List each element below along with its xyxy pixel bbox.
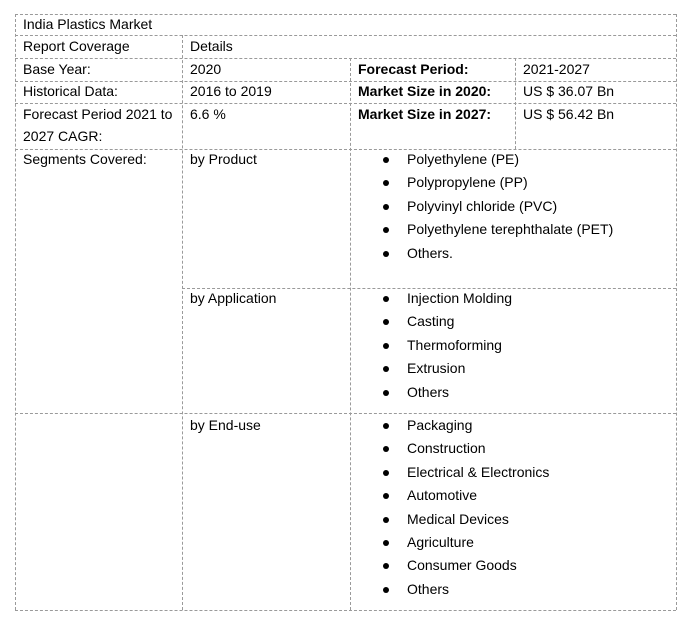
list-item-label: Others [407,580,450,597]
report-coverage-header: Report Coverage [23,38,130,54]
list-item-label: Others. [407,244,453,261]
list-item-label: Polyethylene (PE) [407,151,520,167]
list-item-label: Construction [407,440,486,457]
list-item-label: Polyethylene terephthalate (PET) [407,221,614,238]
list-item-label: Extrusion [407,360,466,377]
bullet-icon [383,423,389,429]
list-item-label: Consumer Goods [407,557,517,574]
list-item-label: Casting [407,313,455,330]
list-item-label: Agriculture [407,533,474,550]
bullet-icon [383,517,389,523]
list-item-label: Medical Devices [407,510,509,527]
table-rule [15,413,676,414]
segment-group-name: by End-use [190,417,261,433]
market-size-2020-label: Market Size in 2020: [358,83,492,99]
table-rule [515,58,516,149]
list-item-label: Polyvinyl chloride (PVC) [407,197,558,214]
bullet-icon [383,390,389,396]
table-title: India Plastics Market [23,16,153,32]
bullet-icon [383,470,389,476]
table-rule [15,14,16,610]
list-item-label: Automotive [407,487,478,504]
table-rule [676,14,677,610]
details-header: Details [190,38,233,54]
base-year-label: Base Year: [23,61,91,77]
list-item-label: Packaging [407,417,473,433]
cagr-value: 6.6 % [190,106,226,122]
bullet-icon [383,296,389,302]
segment-group-name: by Application [190,290,277,306]
market-size-2027-value: US $ 56.42 Bn [523,106,615,122]
market-size-2020-value: US $ 36.07 Bn [523,83,615,99]
list-item-label: Others [407,383,450,400]
list-item-label: Electrical & Electronics [407,463,550,480]
base-year-value: 2020 [190,61,222,77]
list-item-label: Thermoforming [407,336,502,353]
bullet-icon [383,540,389,546]
historical-data-value: 2016 to 2019 [190,83,272,99]
historical-data-label: Historical Data: [23,83,118,99]
table-rule [15,610,676,611]
table-rule [350,58,351,610]
bullet-icon [383,204,389,210]
segment-group-name: by Product [190,151,257,167]
segments-covered-label: Segments Covered: [23,151,147,167]
cagr-label: Forecast Period 2021 to 2027 CAGR: [23,106,173,144]
bullet-icon [383,251,389,257]
list-item-label: Injection Molding [407,290,513,306]
market-size-2027-label: Market Size in 2027: [358,106,492,122]
bullet-icon [383,157,389,163]
list-item-label: Polypropylene (PP) [407,174,528,191]
forecast-period-value: 2021-2027 [523,61,590,77]
forecast-period-label: Forecast Period: [358,61,469,77]
bullet-icon [383,587,389,593]
bullet-icon [383,343,389,349]
